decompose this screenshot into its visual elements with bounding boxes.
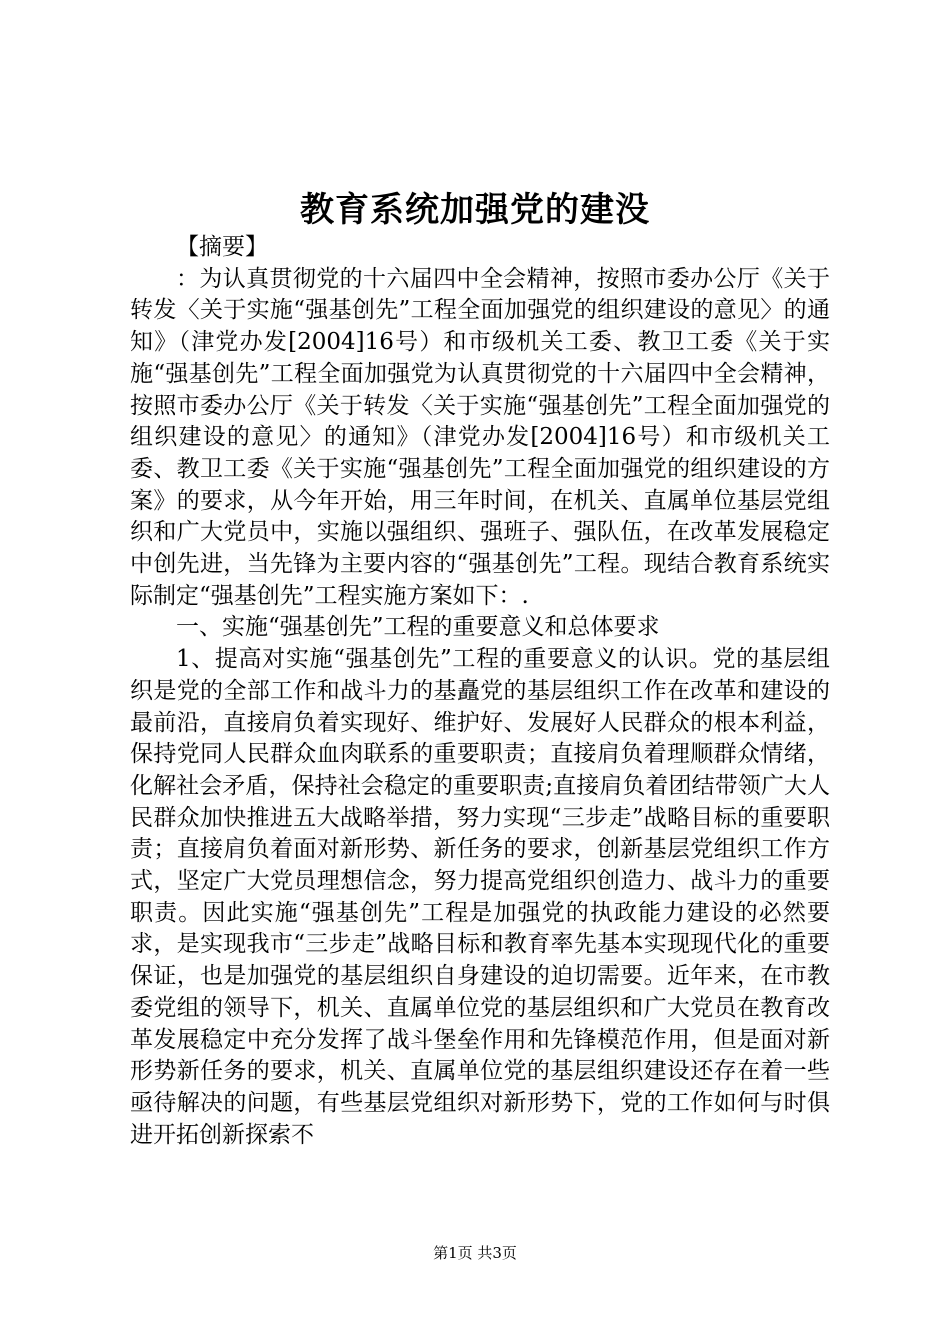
abstract-paragraph: ：为认真贯彻党的十六届四中全会精神，按照市委办公厅《关于转发〈关于实施“强基创先”工程全面加强党的组织建设的意见〉的通知》（津党办发[2004]16号）和市级机关工委、教卫工委《关于实施“强基创先”工程全面加强党为认真贯彻党的十六届四中全会精神，按照市委办公厅《关于转发〈关于实施“强基创先”工程全面加强党的组织建设的意见〉的通知》（津党办发[2004]16号）和市级机关工委、教卫工委《关于实施“强基创先”工程全面加强党的组织建设的方案》的要求，从今年开始，用三年时间，在机关、直属单位基层党组织和广大党员中，实施以强组织、强班子、强队伍，在改革发展稳定中创先进，当先锋为主要内容的“强基创先”工程。现结合教育系统实际制定“强基创先”工程实施方案如下：. bbox=[130, 265, 830, 609]
body-paragraph: 1、提高对实施“强基创先”工程的重要意义的认识。党的基层组织是党的全部工作和战斗力的基矗党的基层组织工作在改革和建设的最前沿，直接肩负着实现好、维护好、发展好人民群众的根本利益，保持党同人民群众血肉联系的重要职责；直接肩负着理顺群众情绪，化解社会矛盾，保持社会稳定的重要职责;直接肩负着团结带领广大人民群众加快推进五大战略举措，努力实现“三步走”战略目标的重要职责；直接肩负着面对新形势、新任务的要求，创新基层党组织工作方式，坚定广大党员理想信念，努力提高党组织创造力、战斗力的重要职责。因此实施“强基创先”工程是加强党的执政能力建设的必然要求，是实现我市“三步走”战略目标和教育率先基本实现现代化的重要保证，也是加强党的基层组织自身建设的迫切需要。近年来，在市教委党组的领导下，机关、直属单位党的基层组织和广大党员在教育改革发展稳定中充分发挥了战斗堡垒作用和先锋模范作用，但是面对新形势新任务的要求，机关、直属单位党的基层组织建设还存在着一些亟待解决的问题，有些基层党组织对新形势下，党的工作如何与时俱进开拓创新探索不 bbox=[130, 646, 830, 1148]
page-number: 第1页 共3页 bbox=[433, 1244, 517, 1262]
section-heading: 一、实施“强基创先”工程的重要意义和总体要求 bbox=[176, 614, 660, 641]
document-title: 教育系统加强党的建没 bbox=[300, 190, 650, 230]
abstract-heading: 【摘要】 bbox=[176, 234, 268, 260]
document-body bbox=[130, 232, 830, 1151]
